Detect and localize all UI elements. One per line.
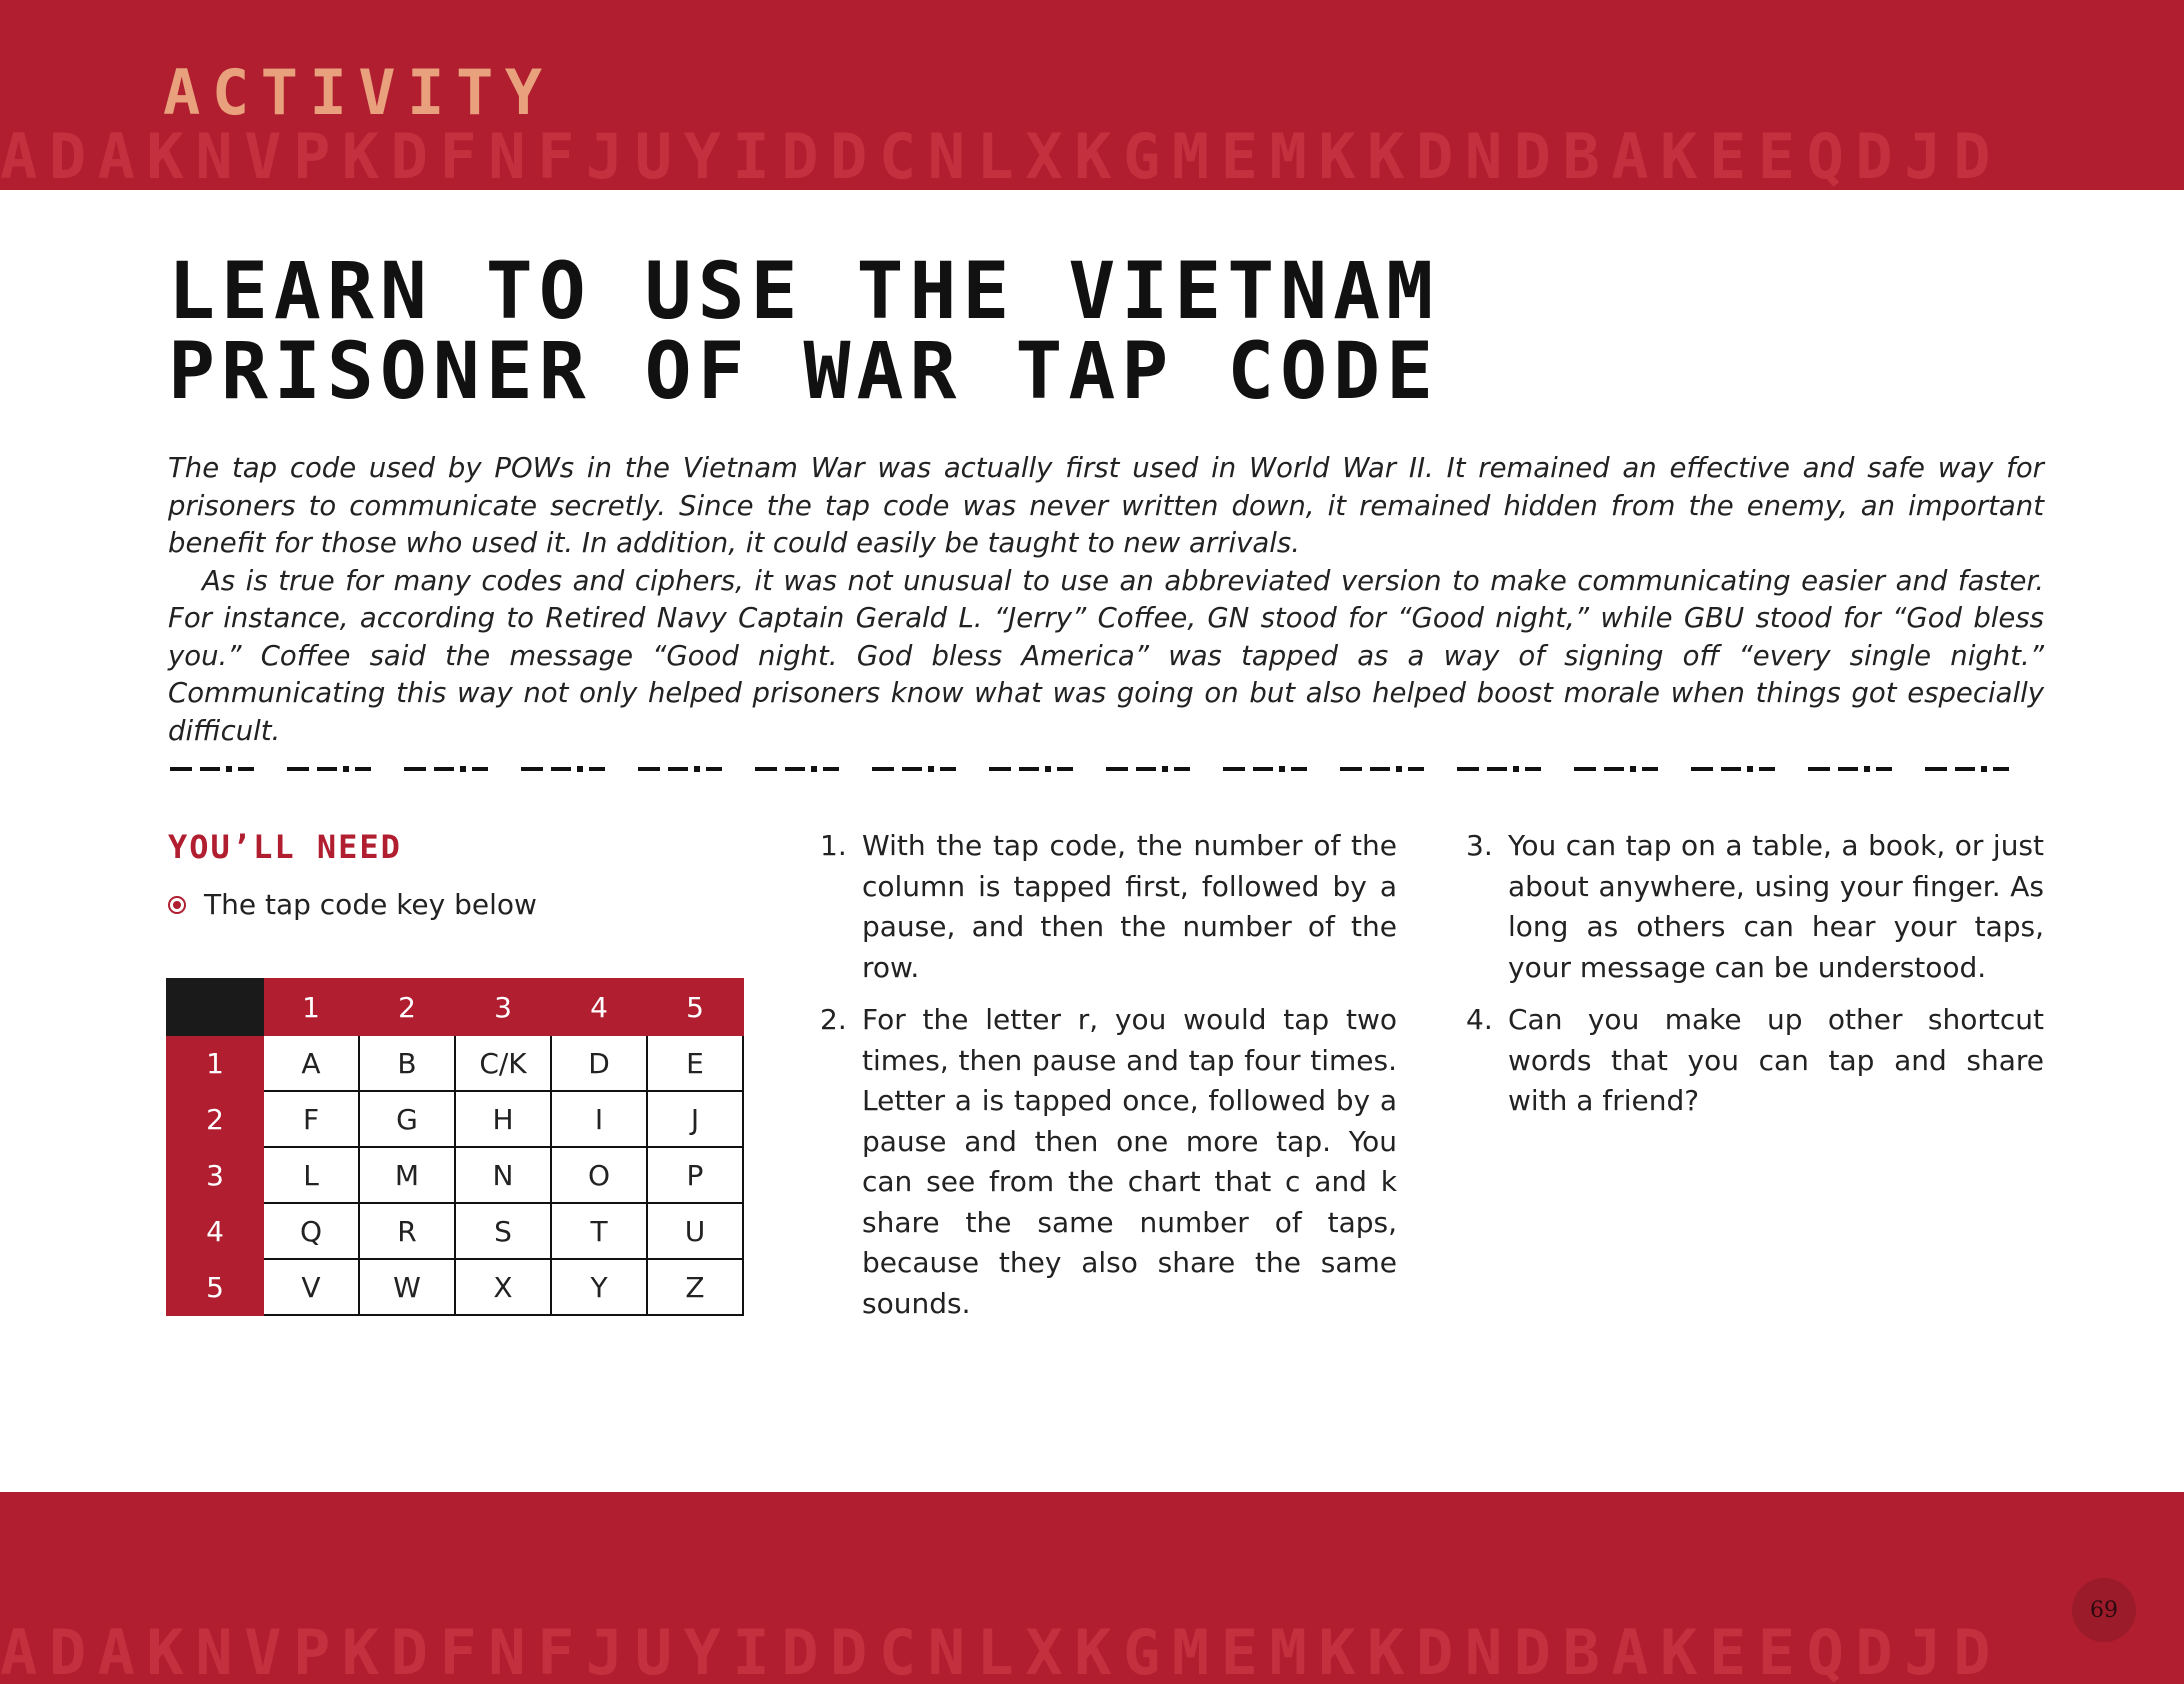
divider-mark [1162, 766, 1168, 772]
divider-mark [1370, 767, 1390, 771]
divider-mark [1291, 767, 1307, 771]
table-row [167, 1035, 743, 1091]
divider-mark [1279, 766, 1285, 772]
divider-mark [1340, 767, 1362, 771]
letter-cell: E [647, 1035, 743, 1091]
divider-mark [1525, 767, 1541, 771]
divider-mark [1630, 766, 1636, 772]
column-header: 1 [263, 979, 359, 1035]
divider-mark [238, 767, 254, 771]
divider-mark [1864, 766, 1870, 772]
divider-mark [1045, 766, 1051, 772]
letter-cell: O [551, 1147, 647, 1203]
letter-cell: D [551, 1035, 647, 1091]
letter-cell: B [359, 1035, 455, 1091]
page-title-line: PRISONER OF WAR TAP CODE [168, 327, 1440, 417]
divider-mark [694, 766, 700, 772]
intro-paragraph: As is true for many codes and ciphers, it was not unusual to use an abbreviated version to make communicating easier and faster. For instance, according to Retired Navy Captain Gerald L. “Jerry” Coffee, GN stood for “Good night,” while GBU stood for “God bless you.” Coffee said the message “Good night. God bless America” was tapped as a way of signing off “every single night.” Communicating this way not only helped prisoners know what was going on but also helped boost morale when things got especially difficult. [168, 564, 2044, 747]
letter-cell: A [263, 1035, 359, 1091]
letter-cell: I [551, 1091, 647, 1147]
footer-letter-row: ADAKNVPKDFNFJUYIDDCNLXKGMEMKKDNDBAKEEQDJD [0, 1622, 2002, 1684]
intro-text [168, 450, 2044, 750]
page-title-line: LEARN TO USE THE VIETNAM [168, 247, 1440, 337]
divider-mark [872, 767, 894, 771]
divider-mark [317, 767, 337, 771]
youll-need-heading: YOU’LL NEED [168, 828, 402, 866]
need-list-item [168, 888, 537, 921]
letter-cell: J [647, 1091, 743, 1147]
divider-mark [1993, 767, 2009, 771]
row-header: 5 [167, 1259, 263, 1315]
header-letter-row: ADAKNVPKDFNFJUYIDDCNLXKGMEMKKDNDBAKEEQDJD [0, 126, 2002, 188]
divider-mark [1981, 766, 1987, 772]
step-text: You can tap on a table, a book, or just about anywhere, using your finger. As long as others can hear your taps, your message can be understood. [1508, 829, 2044, 984]
divider-mark [1604, 767, 1624, 771]
divider-mark [902, 767, 922, 771]
letter-cell: Z [647, 1259, 743, 1315]
instructions-list [1466, 826, 2044, 1134]
letter-cell: G [359, 1091, 455, 1147]
divider-mark [1487, 767, 1507, 771]
divider-mark [1808, 767, 1830, 771]
divider-mark [1253, 767, 1273, 771]
divider-mark [1408, 767, 1424, 771]
divider-mark [1019, 767, 1039, 771]
divider-mark [638, 767, 660, 771]
letter-cell: W [359, 1259, 455, 1315]
row-header: 1 [167, 1035, 263, 1091]
letter-cell: R [359, 1203, 455, 1259]
divider-mark [1057, 767, 1073, 771]
activity-label: ACTIVITY [163, 56, 554, 129]
divider-mark [1925, 767, 1947, 771]
divider-mark [1106, 767, 1128, 771]
divider-mark [355, 767, 371, 771]
instruction-step [1466, 826, 2044, 988]
column-header: 5 [647, 979, 743, 1035]
step-number: 2. [820, 1003, 847, 1036]
letter-cell: F [263, 1091, 359, 1147]
divider-mark [1642, 767, 1658, 771]
divider-mark [823, 767, 839, 771]
divider-mark [200, 767, 220, 771]
divider-mark [589, 767, 605, 771]
divider-mark [1574, 767, 1596, 771]
step-text: With the tap code, the number of the column is tapped first, followed by a pause, and then the number of the row. [862, 829, 1397, 984]
column-header: 2 [359, 979, 455, 1035]
table-row [167, 1259, 743, 1315]
letter-cell: H [455, 1091, 551, 1147]
page-title [168, 247, 1968, 417]
divider-mark [404, 767, 426, 771]
footer-letter-pattern [0, 1498, 2184, 1684]
divider-mark [472, 767, 488, 771]
divider-mark [1691, 767, 1713, 771]
letter-cell: L [263, 1147, 359, 1203]
divider-mark [1136, 767, 1156, 771]
instruction-step [820, 826, 1397, 988]
letter-cell: P [647, 1147, 743, 1203]
need-item-label: The tap code key below [204, 888, 537, 921]
table-row [167, 1203, 743, 1259]
row-header: 2 [167, 1091, 263, 1147]
divider-mark [1955, 767, 1975, 771]
instruction-step [1466, 1000, 2044, 1122]
table-row [167, 1147, 743, 1203]
instructions-list [820, 826, 1397, 1336]
letter-cell: Q [263, 1203, 359, 1259]
divider-mark [460, 766, 466, 772]
divider-mark [668, 767, 688, 771]
step-number: 4. [1466, 1003, 1493, 1036]
divider-mark [343, 766, 349, 772]
step-number: 1. [820, 829, 847, 862]
tap-code-header-row [167, 979, 743, 1035]
step-text: Can you make up other shortcut words that you can tap and share with a friend? [1508, 1003, 2044, 1117]
divider-mark [1759, 767, 1775, 771]
letter-cell: X [455, 1259, 551, 1315]
divider-mark [287, 767, 309, 771]
divider-mark [551, 767, 571, 771]
row-header: 3 [167, 1147, 263, 1203]
divider-mark [1174, 767, 1190, 771]
step-number: 3. [1466, 829, 1493, 862]
step-text: For the letter r, you would tap two times, then pause and tap four times. Letter a is tapped once, followed by a pause and then one more tap. You can see from the chart that c and k share the same number of taps, because they also share the same sounds. [862, 1003, 1397, 1320]
letter-cell: U [647, 1203, 743, 1259]
column-header: 4 [551, 979, 647, 1035]
divider-mark [1838, 767, 1858, 771]
divider-mark [521, 767, 543, 771]
divider-mark [434, 767, 454, 771]
letter-cell: C/K [455, 1035, 551, 1091]
divider-mark [940, 767, 956, 771]
divider-mark [811, 766, 817, 772]
letter-cell: T [551, 1203, 647, 1259]
divider-mark [1747, 766, 1753, 772]
divider-mark [1876, 767, 1892, 771]
divider-mark [226, 766, 232, 772]
intro-paragraph: The tap code used by POWs in the Vietnam War was actually first used in World War II. It remained an effective and safe way for prisoners to communicate secretly. Since the tap code was never written down, it remained hidden from the enemy, an important benefit for those who used it. In addition, it could easily be taught to new arrivals. [168, 452, 2044, 559]
page-number-badge: 69 [2072, 1578, 2136, 1642]
table-corner [167, 979, 263, 1035]
divider-mark [755, 767, 777, 771]
dash-dot-divider [170, 762, 2042, 776]
letter-cell: M [359, 1147, 455, 1203]
divider-mark [706, 767, 722, 771]
divider-mark [1721, 767, 1741, 771]
divider-mark [1457, 767, 1479, 771]
divider-mark [1223, 767, 1245, 771]
divider-mark [1396, 766, 1402, 772]
divider-mark [170, 767, 192, 771]
radio-bullet-icon [168, 896, 186, 914]
instruction-step [820, 1000, 1397, 1324]
divider-mark [928, 766, 934, 772]
divider-mark [577, 766, 583, 772]
footer-band [0, 1492, 2184, 1684]
divider-mark [989, 767, 1011, 771]
divider-mark [785, 767, 805, 771]
table-row [167, 1091, 743, 1147]
letter-cell: Y [551, 1259, 647, 1315]
row-header: 4 [167, 1203, 263, 1259]
letter-cell: N [455, 1147, 551, 1203]
letter-cell: V [263, 1259, 359, 1315]
column-header: 3 [455, 979, 551, 1035]
tap-code-table [166, 978, 744, 1316]
divider-mark [1513, 766, 1519, 772]
letter-cell: S [455, 1203, 551, 1259]
